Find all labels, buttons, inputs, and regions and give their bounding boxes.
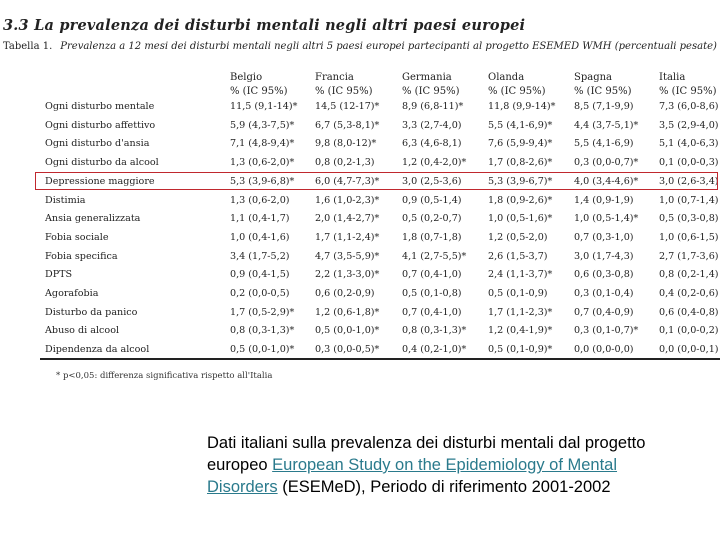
- column-unit: % (IC 95%): [574, 86, 632, 97]
- table-cell: 1,0 (0,5-1,4)*: [574, 213, 639, 225]
- table-cell: 0,0 (0,0-0,1): [659, 344, 719, 356]
- table-subtitle: [3, 41, 717, 52]
- table-cell: 0,7 (0,4-1,0): [402, 306, 462, 318]
- table-cell: 0,7 (0,4-1,0): [402, 269, 462, 281]
- table-cell: 14,5 (12-17)*: [315, 101, 380, 112]
- row-label: Ogni disturbo affettivo: [45, 119, 156, 131]
- table-row: [0, 193, 720, 211]
- table-row: [0, 249, 720, 267]
- row-label: Fobia sociale: [45, 231, 109, 243]
- country-name: Spagna: [574, 72, 613, 83]
- table-cell: 7,3 (6,0-8,6): [659, 101, 719, 112]
- table-row: [0, 99, 720, 117]
- table-label: Tabella 1.: [3, 41, 53, 52]
- table-cell: 3,0 (2,6-3,4): [659, 175, 719, 187]
- table-row: [0, 267, 720, 285]
- table-cell: 3,0 (1,7-4,3): [574, 250, 634, 262]
- table-cell: 0,2 (0,0-0,5): [230, 288, 290, 299]
- table-cell: 0,8 (0,2-1,4): [659, 269, 719, 281]
- table-cell: 4,1 (2,7-5,5)*: [402, 250, 467, 262]
- table-cell: 0,8 (0,2-1,3): [315, 157, 375, 169]
- table-cell: 6,3 (4,6-8,1): [402, 138, 462, 150]
- table-cell: 1,7 (0,8-2,6)*: [488, 157, 553, 169]
- table-cell: 0,7 (0,4-0,9): [574, 306, 634, 318]
- table-cell: 0,6 (0,3-0,8): [574, 269, 634, 281]
- table-cell: 5,5 (4,1-6,9)*: [488, 119, 553, 131]
- table-cell: 8,9 (6,8-11)*: [402, 101, 464, 112]
- table-cell: 5,9 (4,3-7,5)*: [230, 119, 295, 131]
- table-cell: 1,4 (0,9-1,9): [574, 194, 634, 206]
- highlight-box: [35, 172, 718, 190]
- table-cell: 6,7 (5,3-8,1)*: [315, 119, 380, 131]
- table-cell: 0,5 (0,1-0,8): [402, 288, 462, 299]
- table-cell: 4,0 (3,4-4,6)*: [574, 175, 639, 187]
- table-cell: 0,7 (0,3-1,0): [574, 231, 634, 243]
- table-cell: 0,5 (0,1-0,9)*: [488, 344, 553, 356]
- table-cell: 11,5 (9,1-14)*: [230, 101, 298, 112]
- column-header: [402, 71, 460, 99]
- table-cell: 8,5 (7,1-9,9): [574, 101, 634, 112]
- column-unit: % (IC 95%): [488, 86, 546, 97]
- table-cell: 0,1 (0,0-0,3): [659, 157, 719, 169]
- footnote: * p<0,05: differenza significativa rispetto all'Italia: [56, 371, 273, 381]
- table-cell: 3,0 (2,5-3,6): [402, 175, 462, 187]
- row-label: Disturbo da panico: [45, 306, 138, 318]
- table-cell: 7,6 (5,9-9,4)*: [488, 138, 553, 150]
- country-name: Francia: [315, 72, 354, 83]
- table-cell: 0,5 (0,0-1,0)*: [230, 344, 295, 356]
- table-row: [0, 323, 720, 341]
- table-cell: 1,7 (1,1-2,3)*: [488, 306, 553, 318]
- table-cell: 1,2 (0,4-1,9)*: [488, 325, 553, 337]
- row-label: Ogni disturbo d'ansia: [45, 138, 150, 150]
- row-label: Distimia: [45, 194, 86, 206]
- table-cell: 2,0 (1,4-2,7)*: [315, 213, 380, 225]
- table-cell: 1,1 (0,4-1,7): [230, 213, 290, 225]
- table-cell: 0,8 (0,3-1,3)*: [230, 325, 295, 337]
- table-row: [0, 286, 720, 304]
- table-cell: 1,0 (0,7-1,4): [659, 194, 719, 206]
- table-row: [0, 230, 720, 248]
- table-cell: 5,1 (4,0-6,3): [659, 138, 719, 150]
- row-label: Fobia specifica: [45, 250, 118, 262]
- table-cell: 1,2 (0,4-2,0)*: [402, 157, 467, 169]
- country-name: Germania: [402, 72, 452, 83]
- table-caption: Prevalenza a 12 mesi dei disturbi mentali negli altri 5 paesi europei partecipanti al progetto ESEMED WMH (percentuali pesate): [60, 41, 717, 52]
- table-cell: 2,4 (1,1-3,7)*: [488, 269, 553, 281]
- table-cell: 0,3 (0,1-0,7)*: [574, 325, 639, 337]
- table-row: [0, 155, 720, 173]
- table-cell: 0,9 (0,4-1,5): [230, 269, 290, 281]
- table-cell: 2,7 (1,7-3,6): [659, 250, 719, 262]
- row-label: Dipendenza da alcool: [45, 344, 150, 356]
- table-cell: 0,0 (0,0-0,0): [574, 344, 634, 356]
- column-header: [659, 71, 717, 99]
- table-cell: 4,4 (3,7-5,1)*: [574, 119, 639, 131]
- table-cell: 0,8 (0,3-1,3)*: [402, 325, 467, 337]
- column-header: [230, 71, 288, 99]
- table-bottom-rule: [40, 358, 720, 360]
- table-row: [0, 118, 720, 136]
- column-header: [315, 71, 373, 99]
- section-title: 3.3 La prevalenza dei disturbi mentali negli altri paesi europei: [3, 17, 526, 34]
- row-label: Ansia generalizzata: [45, 213, 141, 225]
- esemed-link[interactable]: European Study on the Epidemiology of Mental Disorders: [207, 456, 618, 496]
- table-cell: 9,8 (8,0-12)*: [315, 138, 377, 150]
- table-cell: 0,4 (0,2-1,0)*: [402, 344, 467, 356]
- table-cell: 1,7 (0,5-2,9)*: [230, 306, 295, 318]
- table-cell: 2,6 (1,5-3,7): [488, 250, 548, 262]
- slide-caption: [207, 432, 677, 498]
- table-cell: 0,3 (0,0-0,5)*: [315, 344, 380, 356]
- table-cell: 5,5 (4,1-6,9): [574, 138, 634, 150]
- row-label: Ogni disturbo mentale: [45, 101, 155, 112]
- table-row: [0, 211, 720, 229]
- table-cell: 1,2 (0,6-1,8)*: [315, 306, 380, 318]
- column-header: [488, 71, 546, 99]
- table-cell: 0,5 (0,0-1,0)*: [315, 325, 380, 337]
- table-cell: 0,3 (0,0-0,7)*: [574, 157, 639, 169]
- country-name: Belgio: [230, 72, 263, 83]
- table-cell: 3,5 (2,9-4,0): [659, 119, 719, 131]
- table-cell: 0,5 (0,2-0,7): [402, 213, 462, 225]
- row-label: Ogni disturbo da alcool: [45, 157, 159, 169]
- table-cell: 1,3 (0,6-2,0)*: [230, 157, 295, 169]
- table-cell: 1,7 (1,1-2,4)*: [315, 231, 380, 243]
- table-cell: 5,3 (3,9-6,7)*: [488, 175, 553, 187]
- table-cell: 1,0 (0,4-1,6): [230, 231, 290, 243]
- table-cell: 11,8 (9,9-14)*: [488, 101, 556, 112]
- country-name: Italia: [659, 72, 686, 83]
- table-cell: 7,1 (4,8-9,4)*: [230, 138, 295, 150]
- caption-text-end: (ESEMeD), Periodo di riferimento 2001-2002: [277, 478, 611, 496]
- table-cell: 6,0 (4,7-7,3)*: [315, 175, 380, 187]
- table-row: [0, 305, 720, 323]
- table-cell: 2,2 (1,3-3,0)*: [315, 269, 380, 281]
- table-cell: 1,0 (0,6-1,5): [659, 231, 719, 243]
- table-cell: 3,3 (2,7-4,0): [402, 119, 462, 131]
- table-cell: 1,2 (0,5-2,0): [488, 231, 548, 243]
- country-name: Olanda: [488, 72, 525, 83]
- table-cell: 1,3 (0,6-2,0): [230, 194, 290, 206]
- column-unit: % (IC 95%): [402, 86, 460, 97]
- table-cell: 1,6 (1,0-2,3)*: [315, 194, 380, 206]
- table-cell: 1,8 (0,7-1,8): [402, 231, 462, 243]
- row-label: Abuso di alcool: [45, 325, 120, 337]
- caption-text: Dati italiani sulla prevalenza dei disturbi mentali dal progetto europeo: [207, 434, 646, 474]
- table-cell: 1,8 (0,9-2,6)*: [488, 194, 553, 206]
- table-cell: 0,4 (0,2-0,6): [659, 288, 719, 299]
- table-cell: 0,6 (0,2-0,9): [315, 288, 375, 299]
- table-cell: 0,5 (0,3-0,8): [659, 213, 719, 225]
- table-cell: 4,7 (3,5-5,9)*: [315, 250, 380, 262]
- table-row: [0, 136, 720, 154]
- table-cell: 0,6 (0,4-0,8): [659, 306, 719, 318]
- row-label: Depressione maggiore: [45, 175, 155, 187]
- table-cell: 0,5 (0,1-0,9): [488, 288, 548, 299]
- column-header: [574, 71, 632, 99]
- table-cell: 3,4 (1,7-5,2): [230, 250, 290, 262]
- row-label: DPTS: [45, 269, 73, 281]
- column-unit: % (IC 95%): [315, 86, 373, 97]
- table-cell: 0,3 (0,1-0,4): [574, 288, 634, 299]
- column-unit: % (IC 95%): [659, 86, 717, 97]
- row-label: Agorafobia: [45, 288, 99, 299]
- table-cell: 1,0 (0,5-1,6)*: [488, 213, 553, 225]
- column-unit: % (IC 95%): [230, 86, 288, 97]
- table-cell: 0,1 (0,0-0,2): [659, 325, 719, 337]
- table-cell: 0,9 (0,5-1,4): [402, 194, 462, 206]
- table-cell: 5,3 (3,9-6,8)*: [230, 175, 295, 187]
